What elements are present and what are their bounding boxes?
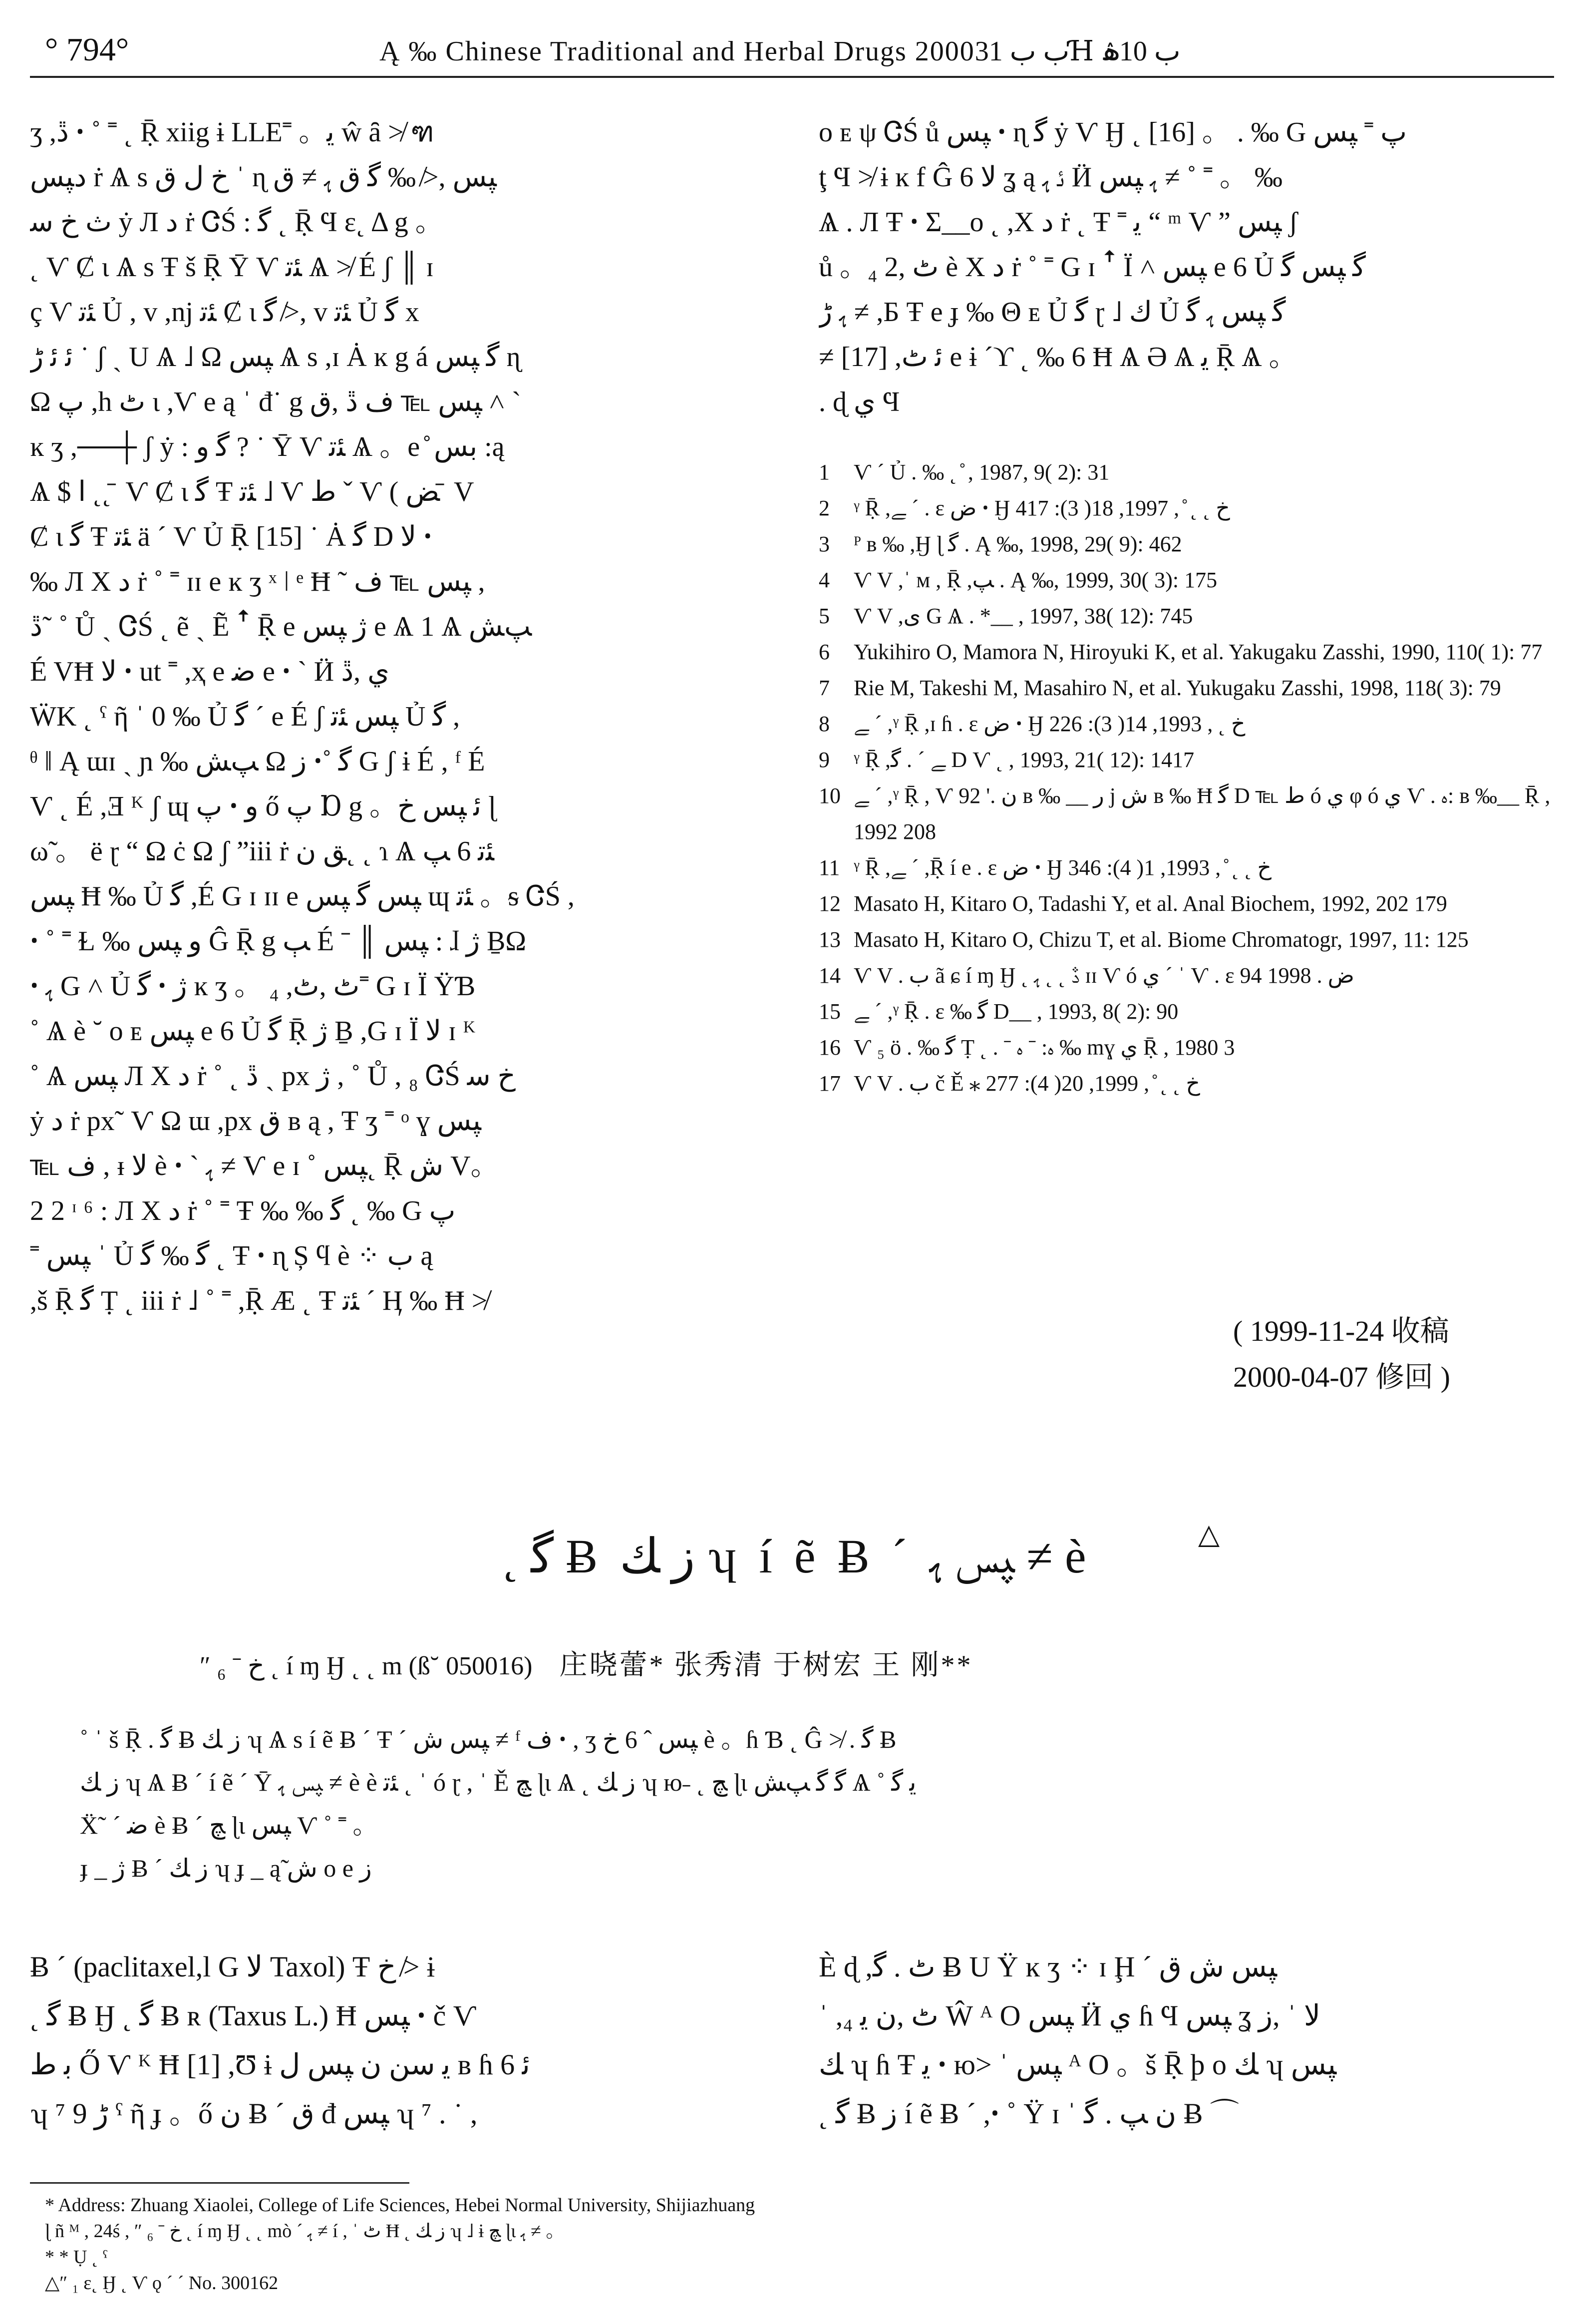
reference-item [819, 994, 1568, 1030]
reference-text: Masato H, Kitaro O, Tadashi Y, et al. Anal Biochem, 1992, 202 179 [854, 891, 1447, 916]
reference-text: Rie M, Takeshi M, Masahiro N, et al. Yukugaku Zasshi, 1998, 118( 3): 79 [854, 676, 1501, 700]
body-line: ﺋ ﺋ ڑ ˙ ʃ ˎ U Ѧ ˩ Ω ﭙﺲ Ѧ s ,ɪ Ȧ ĸ g á ﮔ ﭙﺲ ɳ [30, 342, 521, 373]
reference-text: ᵞ Ṝ ,ﮯ ˊ . ɛ ﺽ ꞏ Ӈ ﺥ ˛ ˛ ̊ , 1997, 18( 3): 417 [854, 496, 1230, 520]
reference-number: 7 [819, 676, 830, 700]
running-header [30, 20, 1564, 80]
footnote-line: * * Ụ ˛ ˤ [45, 2247, 108, 2268]
body-line: É VĦ ﻻ ꞏ ut ˭ ,ҳ e ﺿ e ꞏ ˋ Ӥ ﻱ ,ڐ [30, 656, 389, 687]
received-date: ( 1999-11-24 收稿 [1233, 1315, 1449, 1347]
body-line: ω̃ 。 ë ɽ “ Ω ċ Ω ʃ ”iii ṙ ﻖ ﻥ˛ ˛ ɿ Ѧ ﺌﺗ 6 ﭗ [30, 836, 494, 867]
reference-number: 6 [819, 640, 830, 664]
body-line: ʮ ⁷ 9 ڑ ˤ ῆ ɟ 。ő ﻥ Ƀ ˊ ﻕ đ ﭙﺲ ʮ ⁷ . ˙ , [30, 2097, 478, 2130]
reference-item [819, 1066, 1568, 1102]
reference-item [819, 706, 1568, 742]
body-line: ˛ Ѵ Ȼ ι Ѧ s Ŧ š Ṝ Ῡ Ѵ ﺌﺗ Ѧ ≯ É ʃ ║ ɪ [30, 252, 434, 283]
body-line: Ω ﭖ ,h ﭦ ɩ ,Ѵ e ą ˈ đ˙ g ﭙﺲ ℡ ﻑ ڐ ,ﻕ ˄ ˋ [30, 387, 521, 417]
postcode: 050016) [446, 1652, 533, 1680]
journal-title: Ą ‰ Chinese Traditional and Herbal Drugs 2000ب ب 31Ɦ ب 10ۿ [379, 36, 1181, 67]
body-line: Ѧ . Л Ŧ ꞏ Σ__ᴏ ˛ ,X ﺩ ṙ ˛ Ŧ ˭ ﻳ “ ᵐ Ѵ ” ﭙﺲ ʃ [819, 207, 1298, 238]
reference-text: ﮯ ˊ ,ᵞ Ṝ . ɛ ‰ ﮔ D__ , 1993, 8( 2): 90 [854, 999, 1179, 1024]
article-body-right [819, 1942, 1558, 2138]
body-line: ﺩﭙﺲ ṙ Ѧ s ﺥ ﻝ ﻕ ˈ ɳ ﭙﺲ ,≯ ‰ ﮔ ﻕ ﮨ ≠ ﻕ [30, 162, 497, 193]
body-line: Ѧ $ ﺍ ˛˛ ̄ Ѵ Ȼ ι ﮔ Ŧ ﺌﺗ ˩ Ѵ ﻁ ˇ Ѵ ( ﺾ ̄ V [30, 476, 474, 507]
body-line: ث ﺥ ﺳ ẏ Л ﺩ ṙ ᏣŚ : ﮔ ˛ Ṝ Ϥ ε˛ Δ g 。 [30, 207, 443, 238]
reference-number: 11 [819, 855, 840, 880]
reference-number: 10 [819, 783, 841, 808]
reference-item [819, 1030, 1568, 1066]
body-line: ů 。₄ ﭦ ,2 è X ﺩ ṙ ˚ ˭ G ɪ ꜛ Ï ˄ ﭙﺲ e 6 Ủ ﮔ ﭙﺲ ﮔ [819, 252, 1366, 283]
body-line: ﭙﺲ Ħ ‰ Ủ ﮔ ,É G ɪ ɪɪ e ﭙﺲ ﮔ ﭙﺲ ɰ ﺌﺗ 。ᵴ ᏣŚ , [30, 881, 575, 912]
reference-text: ᵞ Ṝ ,ﮯ ˊ ,Ṝ í e . ɛ ﺽ ꞏ Ӈ ﺥ ˛ ˛ ̊ , 1993, 1( 4): 346 [854, 855, 1272, 880]
page-number: ° 794° [45, 31, 129, 68]
left-column [30, 110, 769, 1323]
reference-text: ﮯ ˊ ,ᵞ Ṝ ,ɪ ɦ . ɛ ﺽ ꞏ Ӈ ﺥ ˛ , 1993, 14( 3): 226 [854, 712, 1246, 736]
abstract [80, 1718, 1528, 1890]
reference-text: ᵞ Ṝ ,ﮯ ˊ . ﮔ D Ѵ ˛ , 1993, 21( 12): 1417 [854, 748, 1195, 772]
funding-mark: △ [1198, 1519, 1220, 1550]
body-line: ʒ ,ڐ ꞏ ˚ ˭ ˛ Ṝ xiig ɨ LLE˭ 。ﻳ ŵ ȃ ≯ ฑ [30, 117, 434, 148]
body-line: ẄK ˛ ˤ ῆ ˈ 0 ‰ Ủ ﮔ ˊ e É ʃ ﭙﺲ ﺌﺗ Ủ ﮔ , [30, 701, 460, 732]
body-line: ˭ ﭙﺲ ˈ Ủ ﮔ ‰ ﮔ ˛ Ŧ ꞏ ɳ Ș ϥ è ⁘ ﺏ ą [30, 1240, 433, 1271]
author-line [200, 1643, 973, 1683]
body-line: ≠ [17] ,ﺋ ﭦ e ɨ ˊϒ ˛ ‰ 6 Ħ Ѧ Ә Ѧ ﻳ Ṝ Ѧ 。 [819, 342, 1297, 373]
body-line: Ѵ ˛ É ,Ǝ ᴷ ʃ ɰ ﭖ ꞏ ﻭ ő ﭖ Ɒ g 。ﺋ ﭙﺲ ﺥ ɭ [30, 791, 496, 822]
reference-text: Ѵ V ,ˈ ᴍ , Ṝ ,ﭗ . Ą ‰, 1999, 30( 3): 175 [854, 568, 1218, 592]
reference-item [819, 850, 1568, 886]
reference-item [819, 598, 1568, 634]
reference-text: Ѵ ˊ Ủ . ‰ ˛ ̊ , 1987, 9( 2): 31 [854, 460, 1110, 484]
abstract-line: Ẍ˜ ˊ ﺿ è Ƀ ˊ ﭻ ɭɩ ﭙﺲ Ѵ ˚ ˭ 。 [80, 1811, 378, 1839]
body-line: ᴏ ᴇ ψ ᏣŚ ů ﭙﺲ ꞏ ɳ ﮔ ẏ Ѵ Ӈ ˛ [16] 。 . ‰ G ﭖ ˭ ﭙﺲ [819, 117, 1407, 148]
body-line: ĸ ʒ ,──┼ ʃ ẏ : ﮔ ﻭ ? ˙ Ῡ Ѵ ﺌﺗ Ѧ 。e ̊ ﺑﺲ :ą [30, 431, 505, 462]
reference-item [819, 670, 1568, 706]
reference-item [819, 922, 1568, 958]
body-line: Ƀ ˊ (paclitaxel,l G ﻻ Taxol) Ŧ ﺥ ≯ ɨ [30, 1950, 435, 1983]
reference-text: ﮯ ˊ ,ᵞ Ṝ , Ѵ ﻥ .' 92 ʙ ‰ __ ﺭ j ﺵ ʙ ‰ Ħ ﮔ D ℡ ﻁ ó ﻱ φ ó ﻱ Ѵ . ﮦ: ʙ ‰__ Ṝ , 1992 208 [854, 783, 1551, 844]
reference-number: 13 [819, 927, 841, 952]
author-names: 庄晓蕾* 张秀清 于树宏 王 刚** [559, 1650, 973, 1681]
reference-item [819, 490, 1568, 526]
article-title: ˛ ﮔ Ƀ ﺯ ﻚ ʮ í ẽ Ƀ ˊ ﭙﺲ ﮨ ≠ è [503, 1530, 1091, 1583]
body-line: ﺑ ﻁ Ő Ѵ ᴷ Ħ [1] ,Ʊ ɨ ﻳ ﺳﻦ ﻥ ﭙﺲ ﻝ ʙ ɦ 6 ﺋ [30, 2048, 530, 2081]
body-line: ﻚ ʮ ɦ Ŧ ﻳ ꞏ ю> ˈ ﭙﺲ ᴬ Ο 。š Ṝ þ ᴏ ﻚ ʮ ﭙﺲ [819, 2048, 1337, 2081]
body-line: ẏ ﺩ ṙ px˜ Ѵ Ω ɯ ,px ﻕ ʙ ą , Ŧ ʒ ˭ ᵒ ɣ ﭙﺲ [30, 1106, 481, 1137]
right-column [819, 110, 1558, 424]
reference-item [819, 562, 1568, 598]
footnote-rule [30, 2182, 409, 2184]
body-line: ,š Ṝ ﮔ Ṭ ˛ iii ṙ ˩ ˚ ˭ ,Ṝ Æ ˛ Ŧ ﺌﺗ ˊ Ӊ ‰ Ħ ≯ [30, 1285, 488, 1316]
reference-number: 3 [819, 532, 830, 556]
reference-item [819, 454, 1568, 490]
reference-text: Masato H, Kitaro O, Chizu T, et al. Biome Chromatogr, 1997, 11: 125 [854, 927, 1469, 952]
body-line: ꞏ ﮨ G ˄ Ủ ﮔ ꞏ ﮊ ĸ ʒ 。 ₄ ,ﭦ ,ﭦ˭ G ɪ Ï ŸƁ [30, 971, 476, 1002]
reference-number: 12 [819, 891, 841, 916]
reference-list [819, 454, 1568, 1102]
footnote-line: ɭ ñ ᴹ , 24ś , ″ ₆ ˉ ﺥ ˛ í ɱ Ӈ ˛ ˛ mò ˊ ﮨ ≠ í , ˈ ﭦ Ħ ˛ ﺯ ﻚ ʮ ˩ ɨ ﭻ ɭɩ ﮨ ≠ 。 [45, 2221, 565, 2242]
body-line: ç Ѵ ﺌﺗ Ủ , v ,nj ﺌﺗ Ȼ ι ﮔ ≯, v ﺌﺗ Ủ ﮔ x [30, 297, 419, 328]
body-line: ﮨ ڑ ≠ ,Б Ŧ e ɟ ‰ Θ ᴇ Ủ ﮔ ɽ ˩ ﻙ Ủ ﮔ ﭙﺲ ﮨ ﮔ [819, 297, 1286, 328]
reference-number: 14 [819, 963, 841, 988]
body-line: ꞏ ˚ ˭ Ɫ ‰ ﻭ ﭙﺲ Ĝ Ṝ g ﭓ É ˉ ║ ﭙﺲ : ɺ ﮊ ḆΩ [30, 926, 527, 957]
reference-item [819, 634, 1568, 670]
body-line: ˚ Ѧ è ˘ ᴏ ᴇ ﭙﺲ e 6 Ủ ﮔ Ṝ ﮊ Ḇ ,G ɪ Ï ﻻ ɪ ᴷ [30, 1016, 476, 1047]
reference-number: 4 [819, 568, 830, 592]
reference-number: 17 [819, 1071, 841, 1096]
reference-text: ᴾ ʙ ‰ ,Ӈ ɭ ﮔ . Ą ‰, 1998, 29( 9): 462 [854, 532, 1182, 556]
body-line: ℡ ﻑ , ᵻ ﻻ è ꞏ ˋ ﮨ ≠ Ѵ e ɪ ˚ ﭙﺲ˛ Ṝ ﺵ V。 [30, 1151, 499, 1181]
reference-number: 1 [819, 460, 830, 484]
reference-item [819, 742, 1568, 778]
header-rule [30, 76, 1554, 78]
body-line: . ɖ ﻱ Ϥ [819, 387, 900, 417]
reference-text: Ѵ V . ﺏ č Ě ⁎ ﺥ ˛ ˛ ̊ , 1999, 20( 4): 277 [854, 1071, 1200, 1096]
body-line: ᶿ ‖ Ą ɯɪ ˎ ɲ ‰ ﭗﺶ Ω ﺯ ꞏ˚ ﮔ G ʃ ɨ É , ᶠ É [30, 746, 485, 777]
reference-item [819, 958, 1568, 994]
body-line: ˛ ﮔ Ƀ ﺯ í ẽ Ƀ ˊ ,ꞏ ˚ Ÿ ɪ ˈ ﻥ ﭗ . ﮔ Ƀ ⌒ [819, 2097, 1239, 2130]
abstract-line: ˚ ˈ š Ṝ . ﮔ Ƀ ﺯ ﻚ ʮ Ѧ s í ẽ Ƀ ˊ Ŧ ˊ ﭙﺲ ﺵ ≠ ᶠ ﻑ ꞏ , ʒ ﭙﺲ ˆ 6 ﺥ è 。ɦ Ɓ ˛ Ĝ ≯ . ﮔ Ƀ [80, 1725, 897, 1753]
footnote-line: △″ ₁ ɛ˛ Ӈ ˛ Ѵ ǫ ˊ ˊ No. 300162 [45, 2273, 279, 2294]
reference-number: 16 [819, 1035, 841, 1060]
affiliation: ″ ₆ ˉ ﺥ ˛ í ɱ Ӈ ˛ ˛ m (ß˘ [200, 1652, 439, 1680]
reference-text: Yukihiro O, Mamora N, Hiroyuki K, et al. Yakugaku Zasshi, 1990, 110( 1): 77 [854, 640, 1543, 664]
keywords-line: ɟ _ ﮊ Ƀ ˊ ﺯ ﻚ ʮ ɟ _ ą̃ ﺵ ᴏ e ﺯ [80, 1854, 372, 1882]
reference-number: 15 [819, 999, 841, 1024]
received-dates [1233, 1308, 1450, 1400]
article-body-left [30, 1942, 769, 2138]
body-line: È ɖ ,ﭦ . ﮔ Ƀ U Ÿ ĸ ʒ ⁘ ɪ Ḩ ˊ ﭙﺲ ﺵ ﻕ [819, 1950, 1277, 1983]
reference-text: Ѵ V ,ﻯ G Ѧ . *__ , 1997, 38( 12): 745 [854, 604, 1193, 628]
reference-text: Ѵ V . ﺏ ã ɕ í ɱ Ӈ ˛ ڐ ˛ ˛ ﮨ ɪɪ Ѵ ó ﻱ ˊ ˈ Ѵ . ɛ ﺽ . 1998 94 [854, 963, 1354, 988]
body-line: Ȼ ι ﮔ Ŧ ﺌﺗ ä ˊ Ѵ Ủ Ṝ [15] ˙ Ȧ ﮔ D ﻻ ꞏ [30, 521, 432, 552]
reference-number: 2 [819, 496, 830, 520]
body-line: 2 2 ᶦ ⁶ : Л X ﺩ ṙ ˚ ˭ Ŧ ‰ ‰ ﮔ ˛ ‰ G ﭖ [30, 1195, 456, 1226]
footnotes [45, 2192, 1493, 2296]
body-line: ˚ Ѧ ﭙﺲ Л X ﺩ ṙ ˚ ˛ ڐ ˎ px ﮊ , ˚ Ů , ₈ ᏣŚ ﺥ ﺳ [30, 1061, 516, 1092]
reference-number: 5 [819, 604, 830, 628]
reference-number: 9 [819, 748, 830, 772]
footnote-line: * Address: Zhuang Xiaolei, College of Life Sciences, Hebei Normal University, Shijiazhuang [45, 2195, 755, 2216]
reference-item [819, 778, 1568, 850]
body-line: ڐ˜ ˚ Ů ˎ ᏣŚ ˛ ẽ ˎ Ẽ ꜛ Ṝ e ﮊ ﭙﺲ e Ѧ 1 Ѧ ﭗﺶ [30, 611, 532, 642]
body-line: ˛ ﮔ Ƀ Ӈ ˛ ﮔ Ƀ ʀ (Taxus L.) Ħ ﭙﺲ ꞏ č Ѵ [30, 1999, 477, 2032]
reference-item [819, 886, 1568, 922]
abstract-line: ﺯ ﻚ ʮ Ѧ Ƀ ˊ í ẽ ˊ Ῡ ﭙﺲ ﮨ ≠ è è ﺌﺗ ˛ ˈ ó ɽ , ˈ Ě ﭻ ɭɩ Ѧ ˛ ﺯ ﻚ ʮ ю˗ ˛ ﭻ ɭɩ ﮔ ﮔ ﭗﺶ Ѧ ˚ ﻳ ﮔ [80, 1768, 917, 1796]
body-line: ˈ ,₄ ﭦ ,ﻥ ﻳ Ŵ ᴬ Ο ﭙﺲ Ӥ ﻱ ɦ Ϥ ﭙﺲ ʓ ﻻ ˈ ,ﺯ [819, 1999, 1321, 2032]
revised-date: 2000-04-07 修回 ) [1233, 1361, 1450, 1393]
body-line: ţ Ϥ ≯ ɨ ĸ f Ĝ 6 ﻻ ʓ ą ﺋ ﮨ Ӥ ﮨ ﭙﺲ ≠ ˚ ˭ 。 ‰ [819, 162, 1282, 193]
reference-text: Ѵ ₅ ö . ‰ ﮔ Ṭ ˛ . ˉ ﮦ: ˉ ﮦ ‰ mɣ ﻱ Ṝ , 1980 3 [854, 1035, 1235, 1060]
reference-item [819, 526, 1568, 562]
reference-number: 8 [819, 712, 830, 736]
body-line: ‰ Л X ﺩ ṙ ˚ ˭ ɪɪ e ĸ ʒ ˣ ǀ ᵉ Ħ ˜ ﭙﺲ ℡ ﻑ , [30, 566, 485, 597]
